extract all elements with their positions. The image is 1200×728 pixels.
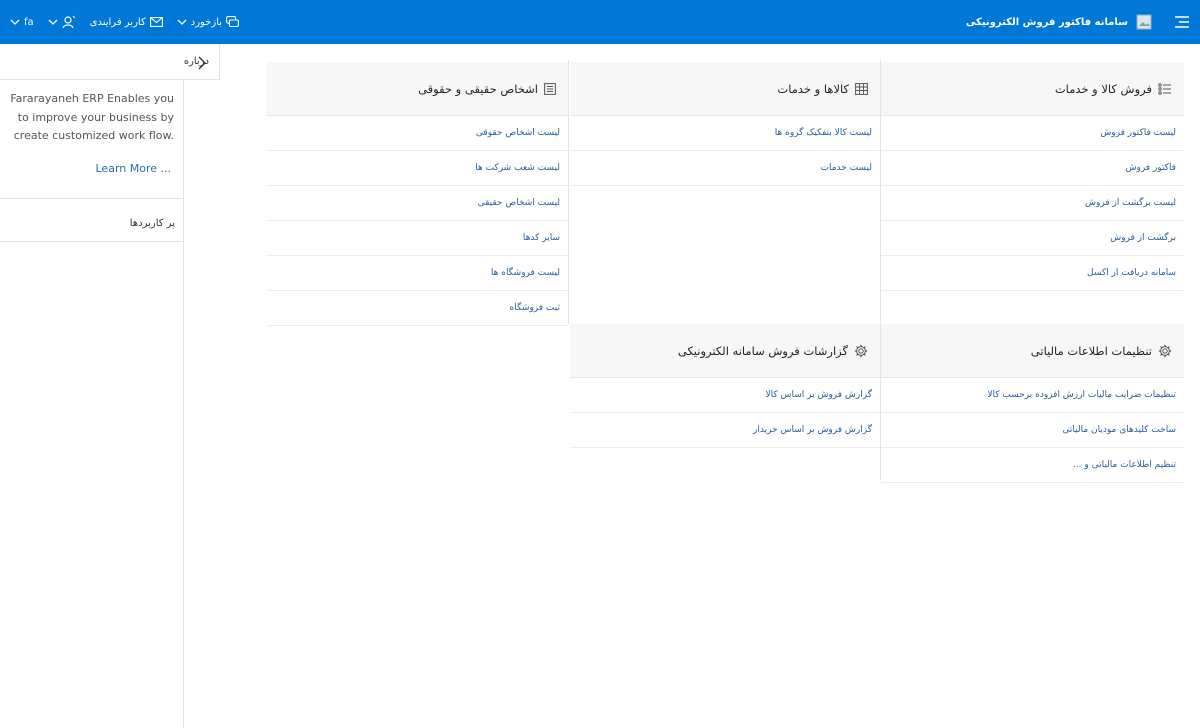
- chevron-down-icon: [177, 18, 187, 26]
- user-name: کاربر فرایندی: [89, 16, 146, 28]
- goods-by-group-link[interactable]: لیست کالا بتفکیک گروه ها: [570, 116, 880, 151]
- about-panel: [0, 44, 209, 728]
- goods-panel-title: کالاها و خدمات: [777, 81, 849, 96]
- goods-panel: [570, 62, 880, 186]
- broken-image-icon: [1136, 14, 1152, 30]
- legal-persons-list-link[interactable]: لیست اشخاص حقوقی: [266, 116, 568, 151]
- sales-invoice-list-link[interactable]: لیست فاکتور فروش: [881, 116, 1184, 151]
- persons-panel-header: [266, 62, 568, 116]
- user-menu[interactable]: [48, 15, 76, 29]
- sales-panel: [881, 62, 1184, 291]
- tax-settings-panel-header: [881, 324, 1184, 378]
- document-icon: [544, 83, 556, 95]
- language-menu[interactable]: [10, 17, 34, 28]
- gear-icon: [1158, 344, 1172, 358]
- tax-info-settings-link[interactable]: تنظیم اطلاعات مالیاتی و ...: [881, 448, 1184, 483]
- tax-settings-panel-title: تنظیمات اطلاعات مالیاتی: [1030, 343, 1152, 358]
- divider: [0, 241, 184, 242]
- excel-import-link[interactable]: سامانه دریافت از اکسل: [881, 256, 1184, 291]
- sales-reports-panel-header: [570, 324, 880, 378]
- services-list-link[interactable]: لیست خدمات: [570, 151, 880, 186]
- chat-icon: [226, 16, 239, 28]
- frequent-items-label: پر کاربردها: [129, 218, 175, 229]
- persons-panel-title: اشخاص حقیقی و حقوقی: [418, 81, 538, 96]
- top-bar: [0, 0, 1200, 44]
- feedback-item[interactable]: [177, 16, 239, 28]
- table-icon: [855, 83, 868, 95]
- user-icon: [62, 15, 76, 29]
- sales-panel-header: [881, 62, 1184, 116]
- top-bar-actions: [10, 0, 253, 44]
- chevron-down-icon: [10, 18, 20, 26]
- about-panel-header: [0, 44, 220, 80]
- user-name-item[interactable]: [90, 17, 163, 28]
- other-codes-link[interactable]: سایر کدها: [266, 221, 568, 256]
- sales-return-link[interactable]: برگشت از فروش: [881, 221, 1184, 256]
- natural-persons-list-link[interactable]: لیست اشخاص حقیقی: [266, 186, 568, 221]
- vat-rates-settings-link[interactable]: تنظیمات ضرایب مالیات ارزش افزوده برحسب کالا: [881, 378, 1184, 413]
- learn-more-link[interactable]: Learn More ...: [95, 162, 171, 175]
- feedback-label: بازخورد: [190, 16, 223, 28]
- about-description: Fararayaneh ERP Enables you to improve your business by create customized work flow.: [10, 92, 174, 142]
- sales-by-goods-report-link[interactable]: گزارش فروش بر اساس کالا: [570, 378, 880, 413]
- top-bar-brand: [966, 0, 1190, 44]
- sales-return-list-link[interactable]: لیست برگشت از فروش: [881, 186, 1184, 221]
- list-icon: [1158, 83, 1172, 95]
- goods-panel-header: [570, 62, 880, 116]
- sales-reports-panel-title: گزارشات فروش سامانه الکترونیکی: [677, 343, 848, 358]
- mail-icon: [150, 17, 163, 27]
- sales-panel-title: فروش کالا و خدمات: [1054, 81, 1152, 96]
- tax-settings-panel: [881, 324, 1184, 483]
- sales-reports-panel: [570, 324, 880, 448]
- taxpayer-keys-link[interactable]: ساخت کلیدهای مودیان مالیاتی: [881, 413, 1184, 448]
- hamburger-menu-icon[interactable]: [1174, 15, 1190, 29]
- gear-icon: [854, 344, 868, 358]
- app-title: سامانه فاکتور فروش الکترونیکی: [965, 16, 1128, 28]
- about-title: درباره: [183, 56, 209, 67]
- sales-by-buyer-report-link[interactable]: گزارش فروش بر اساس خریدار: [570, 413, 880, 448]
- persons-panel: [266, 62, 568, 326]
- language-label: fa: [24, 16, 34, 28]
- chevron-down-icon: [48, 18, 58, 26]
- stores-list-link[interactable]: لیست فروشگاه ها: [266, 256, 568, 291]
- divider: [0, 198, 184, 199]
- company-branches-list-link[interactable]: لیست شعب شرکت ها: [266, 151, 568, 186]
- column-divider: [568, 60, 569, 324]
- sales-invoice-link[interactable]: فاکتور فروش: [881, 151, 1184, 186]
- register-store-link[interactable]: ثبت فروشگاه: [266, 291, 568, 326]
